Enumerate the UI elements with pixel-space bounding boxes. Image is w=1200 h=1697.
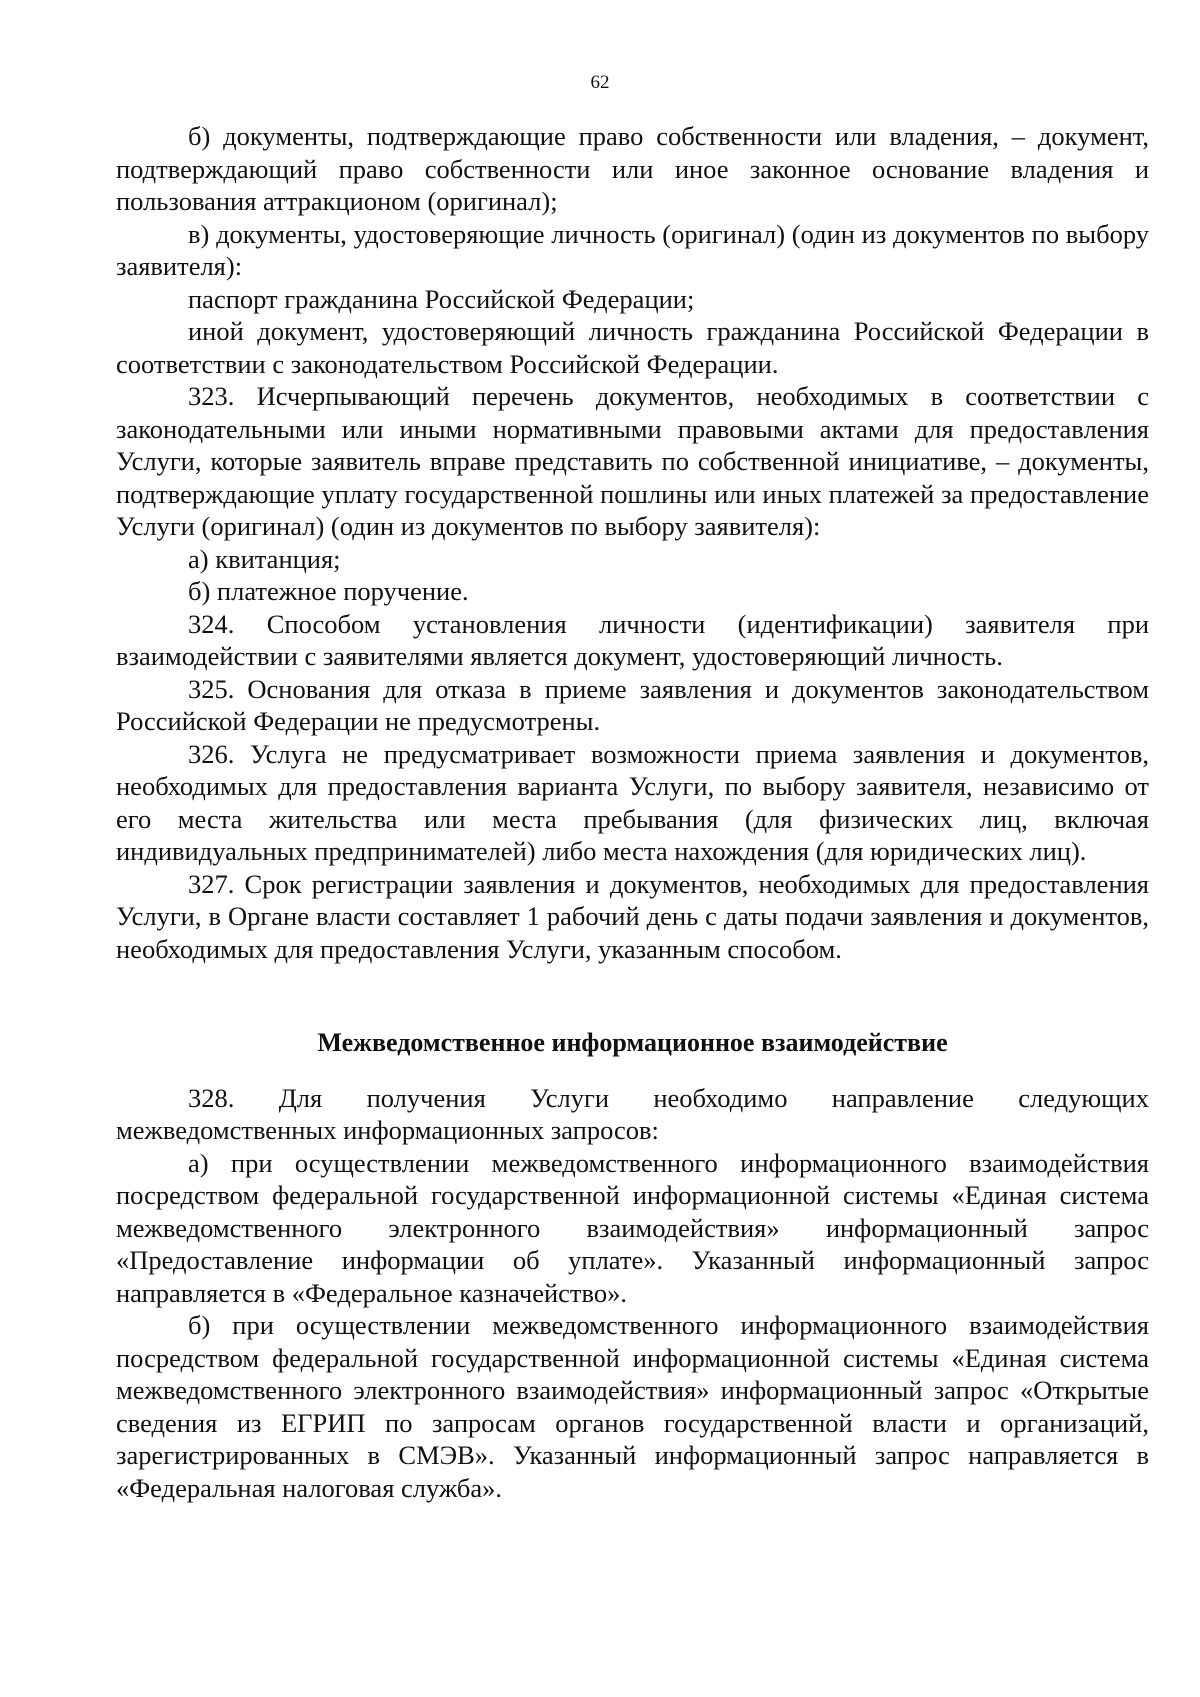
paragraph-323: 323. Исчерпывающий перечень документов, необходимых в соответствии с законодательными или иными нормативными правовыми актами для предоставления Услуги, которые заявитель вправе представить по собственной инициативе, – документы, подтверждающие уплату государственной пошлины или иных платежей за предоставление Услуги (оригинал) (один из документов по выбору заявителя): bbox=[116, 381, 1149, 541]
paragraph-b-payment-order: б) платежное поручение. bbox=[188, 576, 469, 606]
section-heading: Межведомственное информационное взаимодействие bbox=[317, 1028, 948, 1057]
paragraph-b-ownership-documents: б) документы, подтверждающие право собственности или владения, – документ, подтверждающий право собственности или иное законное основание владения и пользования аттракционом (оригинал); bbox=[116, 121, 1149, 216]
paragraph-328-a: а) при осуществлении межведомственного информационного взаимодействия посредством федеральной государственной информационной системы «Единая система межведомственного электронного взаимодействия» информационный запрос «Предоставление информации об уплате». Указанный информационный запрос направляется в «Федеральное казначейство». bbox=[116, 1147, 1149, 1308]
paragraph-325: 325. Основания для отказа в приеме заявления и документов законодательством Российской Федерации не предусмотрены. bbox=[116, 673, 1149, 736]
paragraph-326: 326. Услуга не предусматривает возможности приема заявления и документов, необходимых для предоставления варианта Услуги, по выбору заявителя, независимо от его места жительства или места пребывания (для физических лиц, включая индивидуальных предпринимателей) либо места нахождения (для юридических лиц). bbox=[116, 738, 1149, 866]
paragraph-a-receipt: а) квитанция; bbox=[188, 543, 341, 574]
page-number: 62 bbox=[590, 72, 610, 93]
paragraph-other-identity-document: иной документ, удостоверяющий личность гражданина Российской Федерации в соответствии с законодательством Российской Федерации. bbox=[116, 316, 1149, 379]
paragraph-327: 327. Срок регистрации заявления и документов, необходимых для предоставления Услуги, в Органе власти составляет 1 рабочий день с даты подачи заявления и документов, необходимых для предоставления Услуги, указанным способом. bbox=[116, 868, 1149, 964]
paragraph-passport: паспорт гражданина Российской Федерации; bbox=[188, 283, 695, 314]
document-body bbox=[116, 120, 1149, 1504]
paragraph-328-b: б) при осуществлении межведомственного информационного взаимодействия посредством федеральной государственной информационной системы «Единая система межведомственного электронного взаимодействия» информационный запрос «Открытые сведения из ЕГРИП по запросам органов государственной власти и организаций, зарегистрированных в СМЭВ». Указанный информационный запрос направляется в «Федеральная налоговая служба». bbox=[116, 1310, 1149, 1503]
paragraph-328: 328. Для получения Услуги необходимо направление следующих межведомственных информационных запросов: bbox=[116, 1082, 1149, 1145]
paragraph-v-identity-documents: в) документы, удостоверяющие личность (оригинал) (один из документов по выбору заявителя): bbox=[116, 218, 1149, 281]
paragraph-324: 324. Способом установления личности (идентификации) заявителя при взаимодействии с заявителями является документ, удостоверяющий личность. bbox=[116, 608, 1149, 671]
